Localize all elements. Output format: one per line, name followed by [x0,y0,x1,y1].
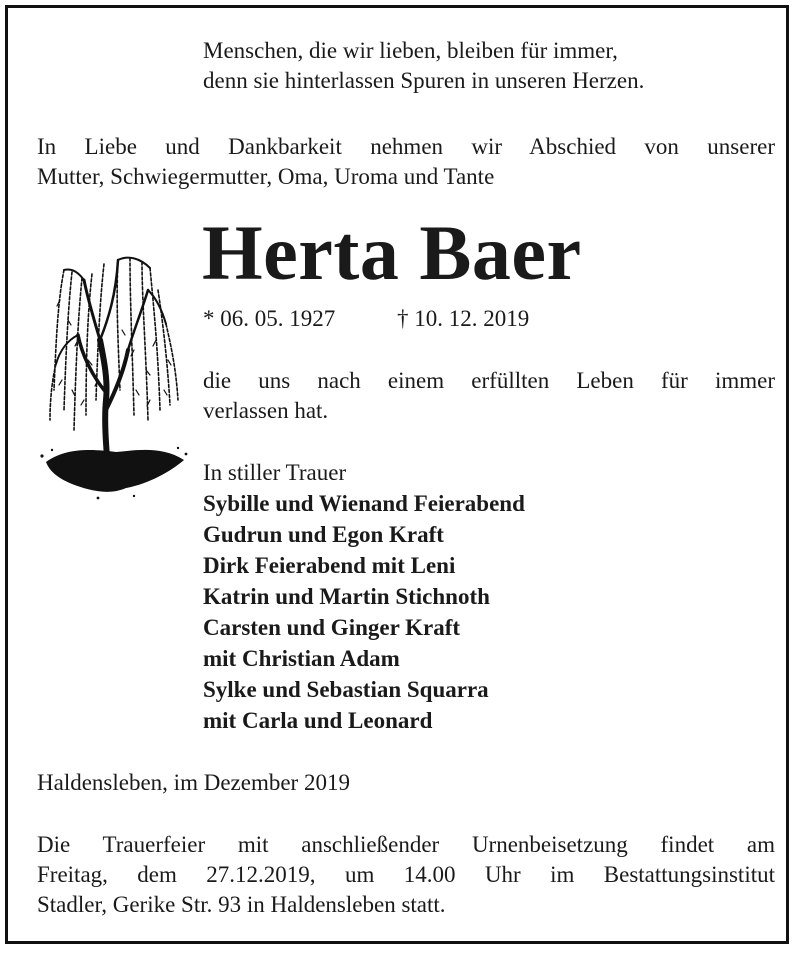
motto-line-1: Menschen, die wir lieben, bleiben für immer, [203,38,618,63]
funeral-line-3: Stadler, Gerike Str. 93 in Haldensleben statt. [37,892,446,917]
mourner-name: Dirk Feierabend mit Leni [203,553,456,578]
motto-line-2: denn sie hinterlassen Spuren in unseren Herzen. [203,68,645,93]
deceased-name: Herta Baer [202,209,582,296]
weeping-willow-icon [38,240,188,500]
mourner-name: Sybille und Wienand Feierabend [203,491,525,516]
place-date: Haldensleben, im Dezember 2019 [37,770,350,795]
birth-date: * 06. 05. 1927 [203,306,336,331]
mourner-name: Carsten und Ginger Kraft [203,615,461,640]
funeral-line-2: Freitag, dem 27.12.2019, um 14.00 Uhr im Bestattungsinstitut [37,862,775,887]
mourner-name: mit Christian Adam [203,646,400,671]
mourner-name: Katrin und Martin Stichnoth [203,584,490,609]
obituary-notice [5,5,789,944]
intro-line-2: Mutter, Schwiegermutter, Oma, Uroma und Tante [37,164,495,189]
mourner-name: Sylke und Sebastian Squarra [203,677,489,702]
mourner-name: mit Carla und Leonard [203,708,433,733]
death-date: † 10. 12. 2019 [397,306,530,331]
mourners-heading: In stiller Trauer [203,460,347,485]
mourner-name: Gudrun und Egon Kraft [203,522,444,547]
intro-line-1: In Liebe und Dankbarkeit nehmen wir Abschied von unserer [37,134,775,159]
tribute-line-1: die uns nach einem erfüllten Leben für immer [203,368,775,393]
tribute-line-2: verlassen hat. [203,398,329,423]
funeral-line-1: Die Trauerfeier mit anschließender Urnenbeisetzung findet am [37,832,775,857]
